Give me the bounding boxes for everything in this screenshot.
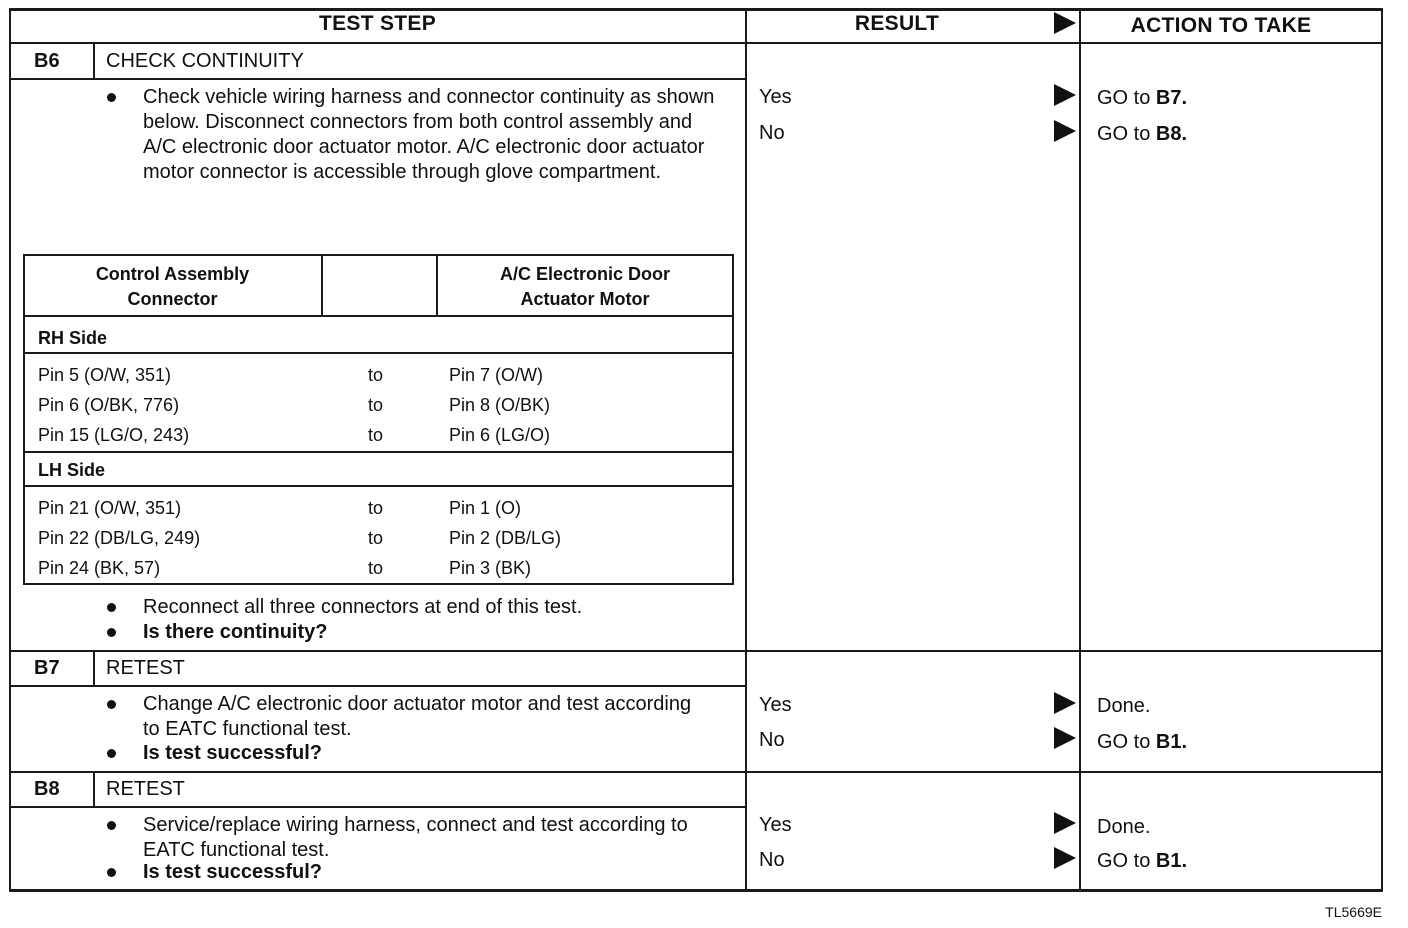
step-b8-title: RETEST — [106, 778, 185, 800]
b8-action-yes-prefix: Done. — [1097, 816, 1151, 838]
b8-top-divider — [9, 771, 1383, 773]
step-b6-instruction: Check vehicle wiring harness and connector continuity as shown below. Disconnect connectors from both control assembly and A/C electronic door actuator motor. A/C electronic door actuator motor connector is accessible through glove compartment. — [143, 86, 715, 183]
lh-row-3-to: to — [368, 558, 384, 578]
step-b8-id: B8 — [34, 778, 60, 800]
pin-table — [23, 254, 734, 585]
arrow-right-icon — [1054, 84, 1076, 106]
b7-action-yes-prefix: Done. — [1097, 695, 1151, 717]
step-b6-title: CHECK CONTINUITY — [106, 50, 304, 72]
lh-side-divider — [25, 485, 732, 487]
header-arrow-icon — [1054, 12, 1076, 34]
arrow-right-icon — [1054, 692, 1076, 714]
pin-table-header-bottom — [25, 315, 732, 317]
header-result: RESULT — [854, 12, 940, 35]
b8-action-no-prefix: GO to — [1097, 850, 1156, 872]
b6-action-no-prefix: GO to — [1097, 123, 1156, 145]
b6-action-yes — [1097, 87, 1187, 110]
b8-title-bottom — [9, 806, 745, 808]
step-b8-question: Is test successful? — [143, 861, 322, 883]
rh-row-2-from: Pin 6 (O/BK, 776) — [38, 395, 180, 415]
b6-result-yes: Yes — [759, 86, 792, 108]
lh-side-top-divider — [25, 451, 732, 453]
b8-action-no-target: B1. — [1155, 850, 1188, 872]
rh-row-3-to: to — [368, 425, 384, 445]
b7-top-divider — [9, 650, 1383, 652]
b7-result-no: No — [759, 729, 785, 751]
b6-action-yes-prefix: GO to — [1097, 87, 1156, 109]
arrow-right-icon — [1054, 120, 1076, 142]
lh-row-3-dest: Pin 3 (BK) — [449, 558, 532, 578]
table-border-left — [9, 8, 11, 892]
rh-row-3-from: Pin 15 (LG/O, 243) — [38, 425, 190, 445]
lh-row-1-dest: Pin 1 (O) — [449, 498, 522, 518]
table-border-top — [9, 8, 1383, 11]
lh-side-label: LH Side — [38, 460, 106, 480]
rh-side-divider — [25, 352, 732, 354]
b6-action-yes-target: B7. — [1155, 87, 1188, 109]
lh-row-2-dest: Pin 2 (DB/LG) — [449, 528, 562, 548]
bullet-icon — [107, 628, 116, 637]
bullet-icon — [107, 821, 116, 830]
b8-id-divider — [93, 772, 95, 807]
step-b6-question: Is there continuity? — [143, 621, 328, 643]
step-b7-question: Is test successful? — [143, 742, 322, 764]
table-border-right — [1381, 8, 1383, 892]
b6-title-bottom — [9, 78, 745, 80]
step-b7-instruction: Change A/C electronic door actuator motor and test according to EATC functional test. — [143, 693, 692, 740]
b7-action-yes — [1097, 695, 1150, 718]
b6-result-no: No — [759, 122, 785, 144]
pin-table-header-divider1 — [321, 256, 323, 315]
b6-id-divider — [93, 43, 95, 79]
arrow-right-icon — [1054, 727, 1076, 749]
header-test-step: TEST STEP — [318, 12, 437, 35]
rh-row-2-to: to — [368, 395, 384, 415]
pin-table-col1-header: Control Assembly Connector — [95, 264, 250, 309]
step-b7-id: B7 — [34, 657, 60, 679]
rh-row-1-from: Pin 5 (O/W, 351) — [38, 365, 172, 385]
arrow-right-icon — [1054, 812, 1076, 834]
lh-row-1-from: Pin 21 (O/W, 351) — [38, 498, 182, 518]
table-border-bottom — [9, 889, 1383, 892]
column-divider-action — [1079, 8, 1081, 892]
b8-action-yes — [1097, 816, 1150, 839]
b7-action-no — [1097, 731, 1187, 754]
rh-row-1-to: to — [368, 365, 384, 385]
b6-action-no — [1097, 123, 1187, 146]
lh-row-2-to: to — [368, 528, 384, 548]
header-divider — [9, 42, 1383, 44]
rh-side-label: RH Side — [38, 328, 108, 348]
pin-table-header-divider2 — [436, 256, 438, 315]
bullet-icon — [107, 93, 116, 102]
b6-action-no-target: B8. — [1155, 123, 1188, 145]
step-b7-title: RETEST — [106, 657, 185, 679]
b7-id-divider — [93, 651, 95, 686]
b7-title-bottom — [9, 685, 745, 687]
bullet-icon — [107, 700, 116, 709]
pin-table-col3-header: A/C Electronic Door Actuator Motor — [499, 264, 671, 309]
bullet-icon — [107, 868, 116, 877]
arrow-right-icon — [1054, 847, 1076, 869]
header-action-to-take: ACTION TO TAKE — [1130, 14, 1312, 37]
bullet-icon — [107, 603, 116, 612]
figure-code: TL5669E — [1325, 904, 1382, 920]
bullet-icon — [107, 749, 116, 758]
step-b6-id: B6 — [34, 50, 60, 72]
b7-result-yes: Yes — [759, 694, 792, 716]
b8-action-no — [1097, 850, 1187, 873]
step-b6-after: Reconnect all three connectors at end of this test. — [143, 596, 583, 618]
rh-row-3-dest: Pin 6 (LG/O) — [449, 425, 551, 445]
lh-row-1-to: to — [368, 498, 384, 518]
lh-row-2-from: Pin 22 (DB/LG, 249) — [38, 528, 201, 548]
b8-result-yes: Yes — [759, 814, 792, 836]
rh-row-1-dest: Pin 7 (O/W) — [449, 365, 544, 385]
rh-row-2-dest: Pin 8 (O/BK) — [449, 395, 551, 415]
column-divider-result — [745, 8, 747, 892]
b7-action-no-target: B1. — [1155, 731, 1188, 753]
b8-result-no: No — [759, 849, 785, 871]
step-b8-instruction: Service/replace wiring harness, connect and test according to EATC functional test. — [143, 814, 688, 861]
b7-action-no-prefix: GO to — [1097, 731, 1156, 753]
lh-row-3-from: Pin 24 (BK, 57) — [38, 558, 161, 578]
